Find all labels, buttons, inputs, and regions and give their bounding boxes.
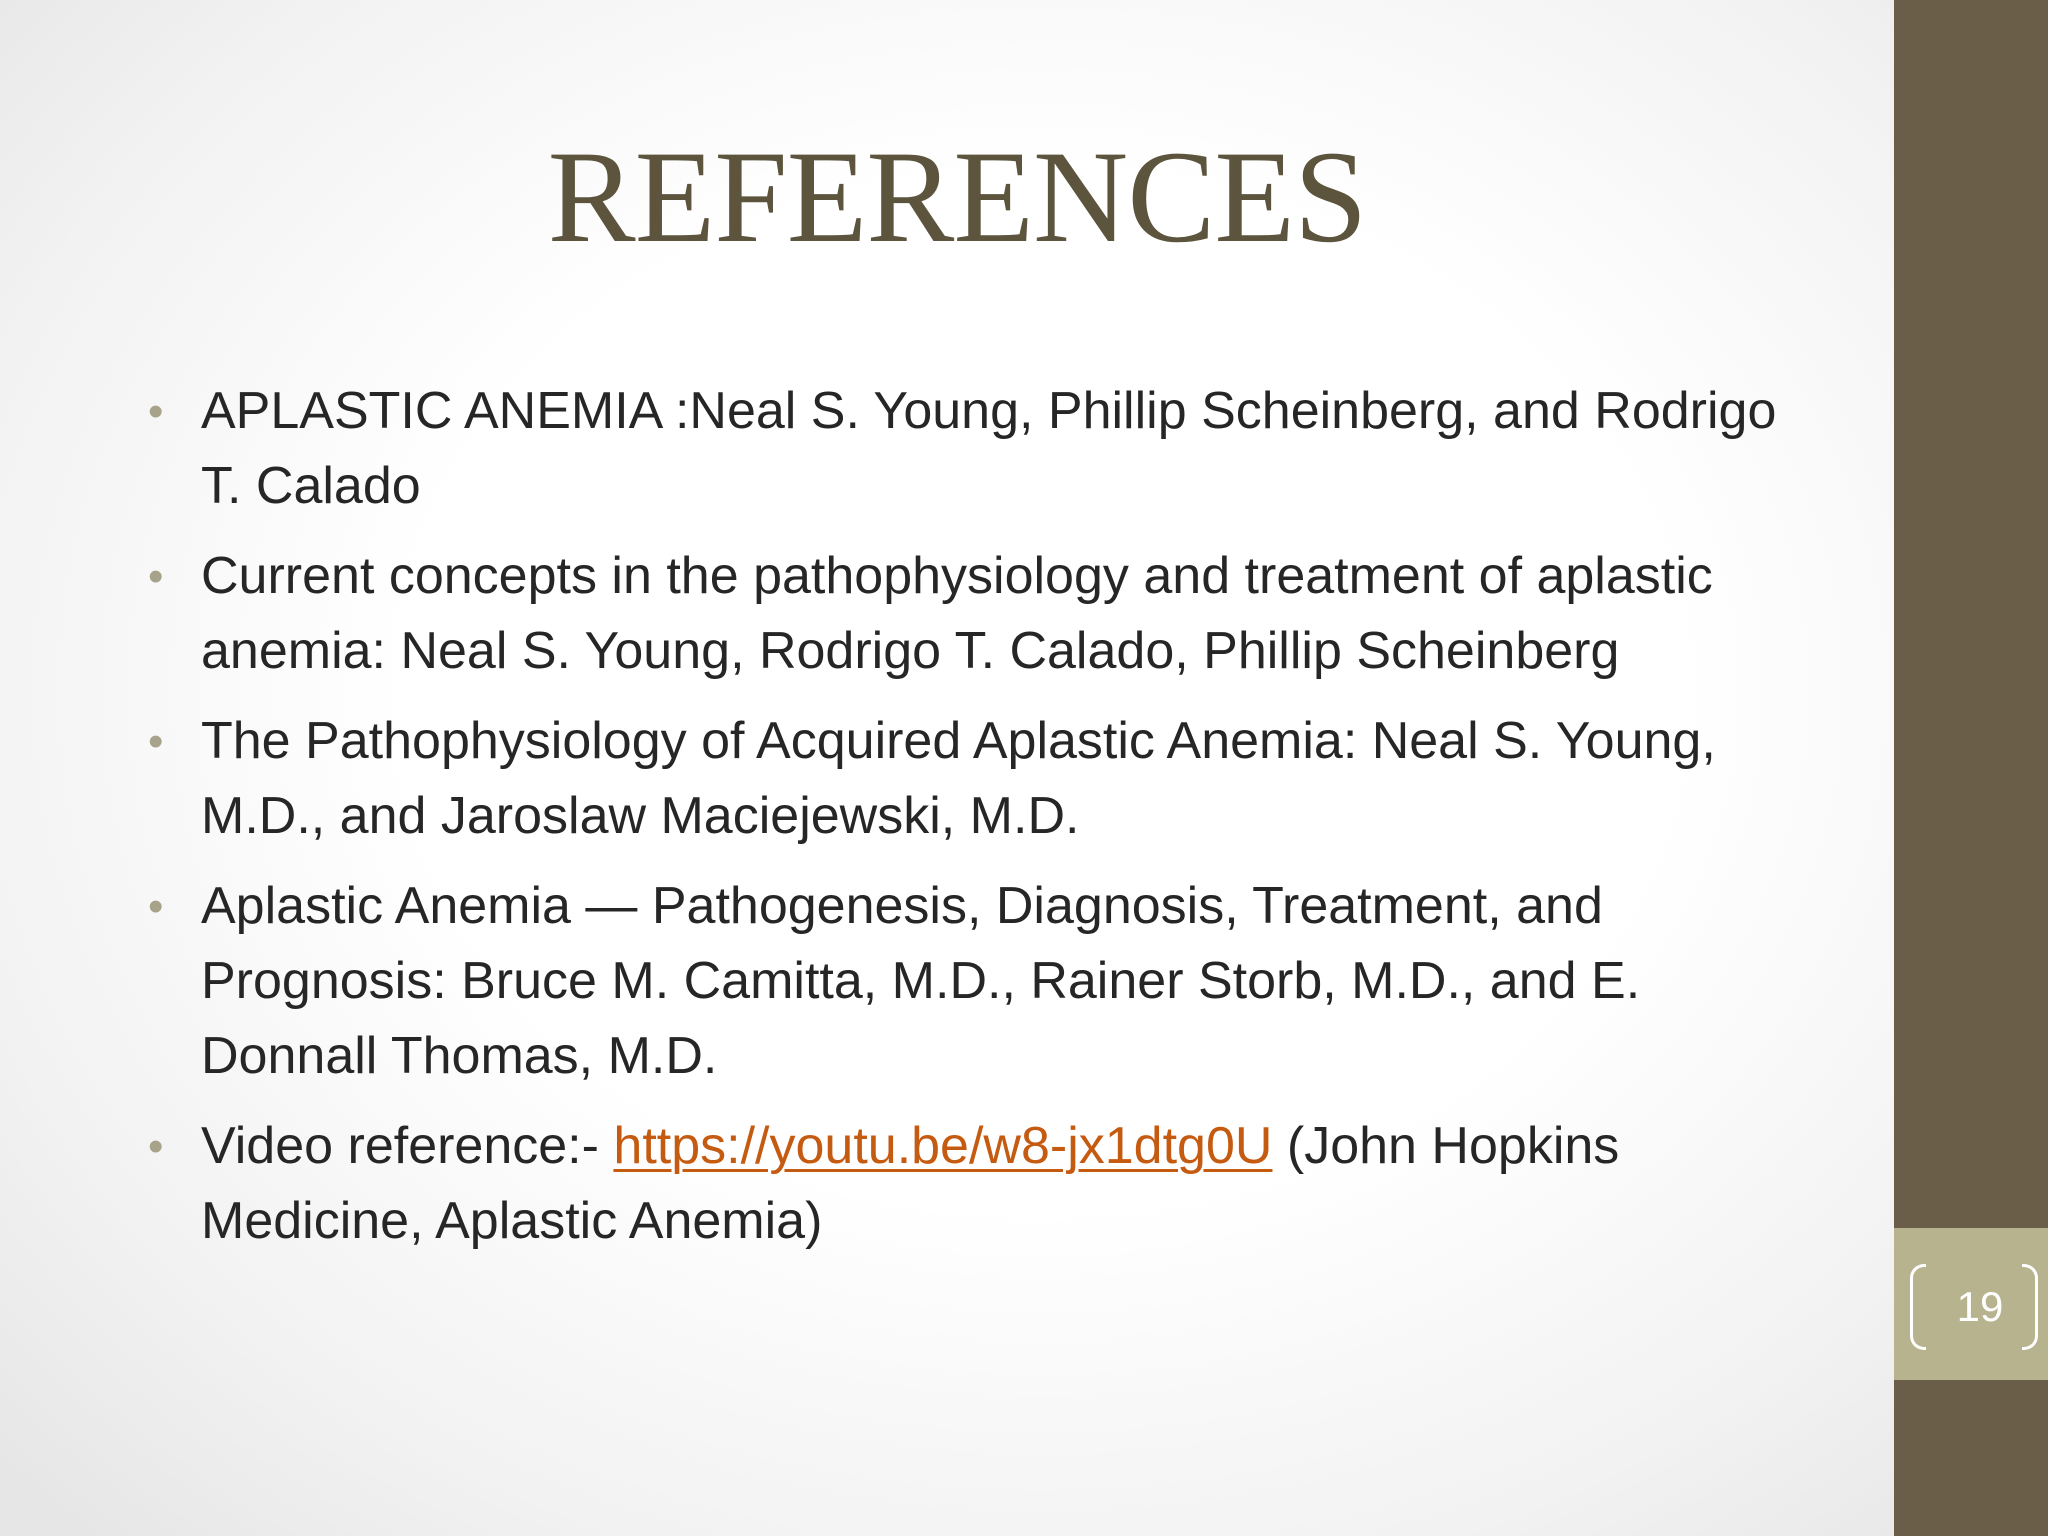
reference-item xyxy=(148,539,1798,689)
slide-title: REFERENCES xyxy=(547,123,1367,270)
left-bracket-icon xyxy=(1910,1264,1926,1350)
bullet-icon: • xyxy=(148,717,164,766)
bullet-icon: • xyxy=(148,387,164,436)
reference-item xyxy=(148,374,1798,524)
bullet-icon: • xyxy=(148,1122,164,1171)
reference-text: The Pathophysiology of Acquired Aplastic Anemia: Neal S. Young, M.D., and Jaroslaw Maciejewski, M.D. xyxy=(201,712,1716,845)
reference-item xyxy=(148,704,1798,854)
reference-item xyxy=(148,869,1798,1094)
reference-text: Current concepts in the pathophysiology and treatment of aplastic anemia: Neal S. Young, Rodrigo T. Calado, Phillip Scheinberg xyxy=(201,547,1713,680)
reference-text: APLASTIC ANEMIA :Neal S. Young, Phillip Scheinberg, and Rodrigo T. Calado xyxy=(201,382,1777,515)
video-reference-link[interactable]: https://youtu.be/w8-jx1dtg0U xyxy=(613,1117,1273,1175)
right-bracket-icon xyxy=(2022,1264,2038,1350)
page-number: 19 xyxy=(1956,1283,2004,1330)
page-number-box xyxy=(1894,1228,2048,1380)
reference-text: Aplastic Anemia — Pathogenesis, Diagnosis, Treatment, and Prognosis: Bruce M. Camitta, M.D., Rainer Storb, M.D., and E. Donnall Thomas, M.D. xyxy=(201,877,1641,1085)
video-reference-item xyxy=(148,1109,1798,1259)
bullet-icon: • xyxy=(148,552,164,601)
video-reference-prefix: Video reference:- xyxy=(201,1117,614,1175)
references-list xyxy=(148,374,1798,1274)
bullet-icon: • xyxy=(148,882,164,931)
video-reference-suffix: (John Hopkins Medicine, Aplastic Anemia) xyxy=(201,1117,1620,1250)
